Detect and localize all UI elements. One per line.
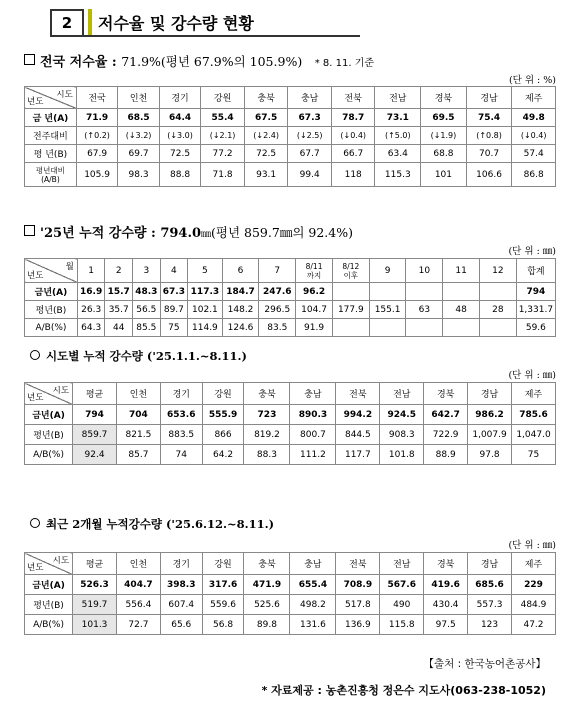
table-cell: 498.2: [290, 595, 336, 615]
table-cell: 398.3: [160, 575, 202, 595]
corner-cell: [25, 259, 78, 283]
row-label: 전주대비: [25, 127, 77, 145]
column-header: 강원: [201, 87, 245, 109]
title-marker: [88, 9, 92, 35]
table-cell: [443, 319, 480, 337]
table-cell: (↓3.2): [118, 127, 159, 145]
row-label: A/B(%): [25, 319, 78, 337]
header-row: [25, 259, 556, 283]
rainfall-heading-unit: ㎜: [201, 229, 212, 240]
table-cell: 517.8: [336, 595, 380, 615]
table-cell: 117.7: [336, 445, 380, 465]
table-cell: 63: [406, 301, 443, 319]
rainfall-unit: (단 위 : ㎜): [508, 246, 556, 257]
column-header: 경남: [468, 383, 512, 405]
reservoir-date-note: * 8. 11. 기준: [314, 58, 375, 69]
row-label: [25, 163, 77, 187]
table-cell: 15.7: [105, 283, 133, 301]
circle-bullet-icon: [30, 518, 40, 528]
rainfall-summary: (평년 859.7㎜의 92.4%): [211, 225, 353, 240]
table-cell: 555.9: [202, 405, 244, 425]
table-cell: 844.5: [336, 425, 380, 445]
table-cell: 723: [244, 405, 290, 425]
table-cell: 26.3: [77, 301, 105, 319]
table-cell: 16.9: [77, 283, 105, 301]
table-cell: 722.9: [424, 425, 468, 445]
table-cell: 72.5: [159, 145, 200, 163]
table-cell: 859.7: [73, 425, 117, 445]
table-cell: 89.7: [160, 301, 188, 319]
source-note: 【출처 : 한국농어촌공사】: [423, 658, 546, 670]
row-label: 금 년(A): [25, 109, 77, 127]
table-cell: 83.5: [259, 319, 296, 337]
table-cell: 96.2: [296, 283, 333, 301]
table-cell: 101.3: [73, 615, 117, 635]
column-header: 경기: [159, 87, 200, 109]
table-cell: (↑5.0): [375, 127, 421, 145]
section-number: 2: [50, 9, 84, 37]
recent-rainfall-unit: (단 위 : ㎜): [508, 540, 556, 551]
column-header: 5: [188, 259, 222, 283]
table-cell: 247.6: [259, 283, 296, 301]
column-header: 인천: [118, 87, 159, 109]
table-cell: 75: [511, 445, 555, 465]
table-cell: 67.9: [76, 145, 117, 163]
table-cell: (↓0.4): [331, 127, 375, 145]
table-cell: 794: [73, 405, 117, 425]
table-cell: 819.2: [244, 425, 290, 445]
table-cell: 71.8: [201, 163, 245, 187]
reservoir-unit: (단 위 : %): [508, 75, 556, 86]
column-header: 10: [406, 259, 443, 283]
column-header: 경남: [468, 553, 512, 575]
table-cell: 115.3: [375, 163, 421, 187]
monthly-rainfall-table: [24, 258, 556, 337]
table-cell: 131.6: [290, 615, 336, 635]
table-cell: 430.4: [424, 595, 468, 615]
column-header: 전북: [336, 553, 380, 575]
column-header: 인천: [116, 383, 160, 405]
table-cell: 866: [202, 425, 244, 445]
table-cell: (↓2.1): [201, 127, 245, 145]
column-header: 11: [443, 259, 480, 283]
corner-top-label: 시도: [56, 90, 73, 100]
table-cell: 101: [421, 163, 467, 187]
provider-note: * 자료제공 : 농촌진흥청 정은수 지도사(063-238-1052): [261, 684, 546, 697]
table-cell: 471.9: [244, 575, 290, 595]
table-row: [25, 425, 556, 445]
header-row: [25, 383, 556, 405]
table-cell: 64.2: [202, 445, 244, 465]
table-cell: 106.6: [466, 163, 512, 187]
table-cell: 69.5: [421, 109, 467, 127]
corner-bottom-label: 년도: [27, 563, 44, 573]
table-cell: 994.2: [336, 405, 380, 425]
table-cell: 88.9: [424, 445, 468, 465]
row-label: 평년(B): [25, 595, 73, 615]
regional-rainfall-unit: (단 위 : ㎜): [508, 370, 556, 381]
table-cell: 607.4: [160, 595, 202, 615]
table-cell: 800.7: [290, 425, 336, 445]
table-cell: 89.8: [244, 615, 290, 635]
column-header: 전국: [76, 87, 117, 109]
corner-cell: [25, 553, 73, 575]
table-cell: 77.2: [201, 145, 245, 163]
table-cell: 48.3: [133, 283, 161, 301]
table-cell: [332, 283, 369, 301]
table-cell: 557.3: [468, 595, 512, 615]
table-cell: (↑0.8): [466, 127, 512, 145]
table-cell: 526.3: [73, 575, 117, 595]
circle-bullet-icon: [30, 350, 40, 360]
table-cell: 785.6: [511, 405, 555, 425]
table-cell: 229: [511, 575, 555, 595]
column-header: 6: [222, 259, 259, 283]
table-row: [25, 319, 556, 337]
table-cell: [369, 283, 406, 301]
reservoir-table: [24, 86, 556, 187]
table-cell: 35.7: [105, 301, 133, 319]
table-cell: (↓0.4): [512, 127, 556, 145]
table-cell: 653.6: [160, 405, 202, 425]
table-cell: 67.3: [160, 283, 188, 301]
column-header: 충북: [244, 553, 290, 575]
table-cell: 98.3: [118, 163, 159, 187]
column-header: 전남: [380, 553, 424, 575]
regional-rainfall-heading: [30, 348, 247, 364]
table-cell: 56.5: [133, 301, 161, 319]
table-cell: 184.7: [222, 283, 259, 301]
table-cell: 115.8: [380, 615, 424, 635]
table-cell: 1,047.0: [511, 425, 555, 445]
table-cell: 101.8: [380, 445, 424, 465]
table-cell: 97.8: [468, 445, 512, 465]
column-header: 충남: [290, 553, 336, 575]
table-cell: (↓2.4): [244, 127, 288, 145]
column-header: 충남: [290, 383, 336, 405]
table-cell: 567.6: [380, 575, 424, 595]
table-cell: 908.3: [380, 425, 424, 445]
corner-bottom-label: 년도: [27, 393, 44, 403]
table-cell: 86.8: [512, 163, 556, 187]
section-header: [50, 9, 360, 37]
reservoir-heading-label: 전국 저수율 :: [40, 55, 117, 70]
table-cell: 556.4: [116, 595, 160, 615]
corner-cell: [25, 383, 73, 405]
row-label: 금년(A): [25, 575, 73, 595]
table-cell: 92.4: [73, 445, 117, 465]
table-cell: 124.6: [222, 319, 259, 337]
table-cell: 118: [331, 163, 375, 187]
square-bullet-icon: [24, 225, 35, 236]
row-label-line: (A/B): [41, 174, 60, 184]
table-cell: 88.3: [244, 445, 290, 465]
table-cell: 59.6: [516, 319, 555, 337]
table-cell: 68.5: [118, 109, 159, 127]
table-cell: 75.4: [466, 109, 512, 127]
table-row: [25, 283, 556, 301]
table-row: [25, 127, 556, 145]
table-cell: 111.2: [290, 445, 336, 465]
table-cell: 114.9: [188, 319, 222, 337]
table-cell: 419.6: [424, 575, 468, 595]
table-cell: 48: [443, 301, 480, 319]
rainfall-heading: [24, 222, 353, 241]
table-cell: 57.4: [512, 145, 556, 163]
column-header: 충북: [244, 87, 288, 109]
column-header: 8/11 까지: [296, 259, 333, 283]
column-header: 7: [259, 259, 296, 283]
rainfall-heading-label: '25년 누적 강수량 : 794.0: [40, 226, 202, 241]
table-cell: 74: [160, 445, 202, 465]
table-cell: 102.1: [188, 301, 222, 319]
column-header: 경북: [424, 383, 468, 405]
corner-top-label: 월: [65, 262, 74, 272]
table-cell: [480, 319, 517, 337]
table-cell: 104.7: [296, 301, 333, 319]
column-header: 강원: [202, 383, 244, 405]
table-cell: 525.6: [244, 595, 290, 615]
table-cell: 794: [516, 283, 555, 301]
table-cell: 73.1: [375, 109, 421, 127]
row-label-line: 평년대비: [35, 165, 65, 175]
column-header: 1: [77, 259, 105, 283]
table-row: [25, 595, 556, 615]
table-cell: [480, 283, 517, 301]
column-header: 충북: [244, 383, 290, 405]
table-row: [25, 445, 556, 465]
reservoir-heading: [24, 51, 374, 70]
table-cell: 490: [380, 595, 424, 615]
table-cell: 890.3: [290, 405, 336, 425]
table-cell: 986.2: [468, 405, 512, 425]
table-cell: 93.1: [244, 163, 288, 187]
table-cell: 177.9: [332, 301, 369, 319]
table-cell: 685.6: [468, 575, 512, 595]
column-header: 12: [480, 259, 517, 283]
table-cell: 75: [160, 319, 188, 337]
column-header: 경기: [160, 383, 202, 405]
table-cell: 123: [468, 615, 512, 635]
table-cell: 78.7: [331, 109, 375, 127]
table-cell: [406, 319, 443, 337]
table-cell: 155.1: [369, 301, 406, 319]
column-header: 경북: [421, 87, 467, 109]
table-cell: 519.7: [73, 595, 117, 615]
table-cell: 317.6: [202, 575, 244, 595]
table-row: [25, 405, 556, 425]
table-cell: 72.7: [116, 615, 160, 635]
column-header: 제주: [512, 87, 556, 109]
corner-top-label: 시도: [52, 386, 70, 396]
table-cell: 148.2: [222, 301, 259, 319]
corner-cell: [25, 87, 77, 109]
table-cell: 72.5: [244, 145, 288, 163]
table-cell: 67.3: [288, 109, 332, 127]
row-label: A/B(%): [25, 445, 73, 465]
table-cell: 642.7: [424, 405, 468, 425]
table-cell: 85.7: [116, 445, 160, 465]
table-cell: 136.9: [336, 615, 380, 635]
table-cell: 64.4: [159, 109, 200, 127]
column-header: 경남: [466, 87, 512, 109]
table-cell: 56.8: [202, 615, 244, 635]
table-row: [25, 163, 556, 187]
table-cell: 70.7: [466, 145, 512, 163]
table-cell: 64.3: [77, 319, 105, 337]
row-label: 평 년(B): [25, 145, 77, 163]
header-row: [25, 553, 556, 575]
table-cell: (↓2.5): [288, 127, 332, 145]
column-header: 3: [133, 259, 161, 283]
recent-rainfall-table: [24, 552, 556, 635]
table-cell: 67.5: [244, 109, 288, 127]
corner-bottom-label: 년도: [27, 271, 44, 281]
column-header: 제주: [511, 553, 555, 575]
table-cell: 704: [116, 405, 160, 425]
table-cell: 97.5: [424, 615, 468, 635]
corner-top-label: 시도: [52, 556, 70, 566]
row-label: 평년(B): [25, 425, 73, 445]
table-cell: 49.8: [512, 109, 556, 127]
regional-rainfall-heading-label: 시도별 누적 강수량 ('25.1.1.~8.11.): [46, 349, 247, 363]
table-cell: 47.2: [511, 615, 555, 635]
column-header: 전북: [331, 87, 375, 109]
table-row: [25, 615, 556, 635]
column-header: 제주: [511, 383, 555, 405]
header-row: [25, 87, 556, 109]
table-cell: 1,331.7: [516, 301, 555, 319]
table-cell: 91.9: [296, 319, 333, 337]
recent-rainfall-heading-label: 최근 2개월 누적강수량 ('25.6.12.~8.11.): [46, 517, 275, 531]
row-label: A/B(%): [25, 615, 73, 635]
column-header: 경기: [160, 553, 202, 575]
corner-bottom-label: 년도: [27, 97, 44, 107]
table-cell: 883.5: [160, 425, 202, 445]
column-header: 전남: [380, 383, 424, 405]
table-cell: 67.7: [288, 145, 332, 163]
table-cell: 55.4: [201, 109, 245, 127]
table-cell: 65.6: [160, 615, 202, 635]
table-cell: 63.4: [375, 145, 421, 163]
table-row: [25, 109, 556, 127]
table-cell: 71.9: [76, 109, 117, 127]
column-header: 평균: [73, 553, 117, 575]
table-cell: (↓3.0): [159, 127, 200, 145]
table-cell: 28: [480, 301, 517, 319]
table-cell: 924.5: [380, 405, 424, 425]
column-header: 2: [105, 259, 133, 283]
reservoir-summary: 71.9%(평년 67.9%의 105.9%): [121, 54, 303, 69]
column-header: 9: [369, 259, 406, 283]
table-cell: 296.5: [259, 301, 296, 319]
table-cell: [406, 283, 443, 301]
table-cell: 708.9: [336, 575, 380, 595]
table-cell: 69.7: [118, 145, 159, 163]
table-cell: 1,007.9: [468, 425, 512, 445]
table-cell: (↑0.2): [76, 127, 117, 145]
table-cell: 66.7: [331, 145, 375, 163]
section-title: 저수율 및 강수량 현황: [98, 14, 254, 33]
row-label: 금년(A): [25, 405, 73, 425]
table-cell: 68.8: [421, 145, 467, 163]
recent-rainfall-heading: [30, 516, 274, 532]
table-cell: 655.4: [290, 575, 336, 595]
column-header: 8/12 이후: [332, 259, 369, 283]
square-bullet-icon: [24, 54, 35, 65]
table-cell: 484.9: [511, 595, 555, 615]
table-cell: 88.8: [159, 163, 200, 187]
table-row: [25, 145, 556, 163]
table-row: [25, 575, 556, 595]
table-cell: 559.6: [202, 595, 244, 615]
table-cell: [369, 319, 406, 337]
table-row: [25, 301, 556, 319]
table-cell: [332, 319, 369, 337]
table-cell: (↓1.9): [421, 127, 467, 145]
column-header: 전북: [336, 383, 380, 405]
table-cell: 99.4: [288, 163, 332, 187]
column-header: 합계: [516, 259, 555, 283]
table-cell: 85.5: [133, 319, 161, 337]
table-cell: 821.5: [116, 425, 160, 445]
row-label: 금년(A): [25, 283, 78, 301]
column-header: 인천: [116, 553, 160, 575]
table-cell: [443, 283, 480, 301]
table-cell: 404.7: [116, 575, 160, 595]
row-label: 평년(B): [25, 301, 78, 319]
column-header: 경북: [424, 553, 468, 575]
regional-rainfall-table: [24, 382, 556, 465]
column-header: 전남: [375, 87, 421, 109]
table-cell: 105.9: [76, 163, 117, 187]
column-header: 평균: [73, 383, 117, 405]
column-header: 강원: [202, 553, 244, 575]
column-header: 충남: [288, 87, 332, 109]
table-cell: 44: [105, 319, 133, 337]
column-header: 4: [160, 259, 188, 283]
table-cell: 117.3: [188, 283, 222, 301]
